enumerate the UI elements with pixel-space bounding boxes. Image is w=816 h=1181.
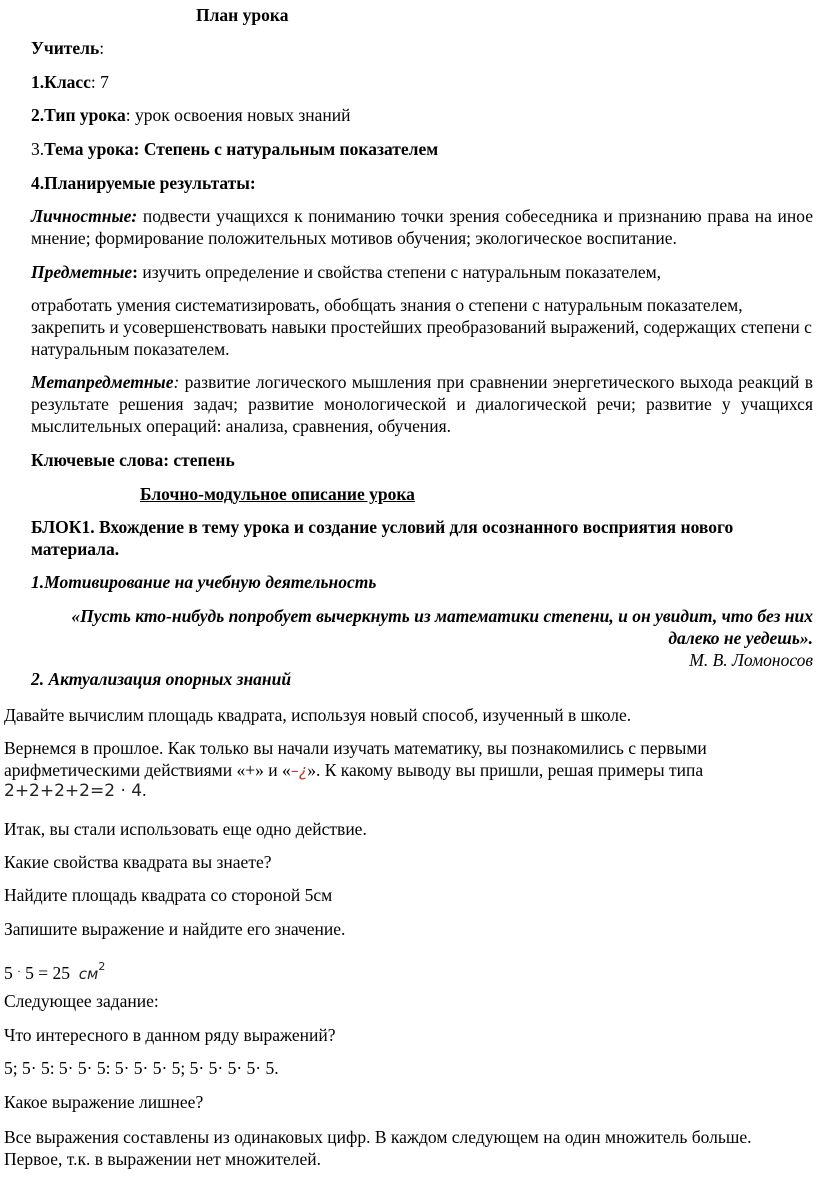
quote: «Пусть кто-нибудь попробует вычеркнуть из математики степени, и он увидит, что без них далеко не уедешь». [71, 606, 813, 648]
actualization-heading: 2. Актуализация опорных знаний [31, 669, 292, 689]
class-label: 1.Класс [31, 72, 91, 92]
topic-number: 3. [31, 139, 45, 159]
question-extra-expression: Какое выражение лишнее? [4, 1092, 204, 1112]
block1-heading: БЛОК1. Вхождение в тему урока и создание условий для осознанного восприятия нового материала. [31, 517, 734, 559]
subject-continuation: отработать умения систематизировать, обобщать знания о степени с натуральным показателем, закрепить и усовершенствовать навыки простейших преобразований выражений, содержащих степени с натуральным показателем. [31, 295, 812, 359]
minus-symbol: –¿ [290, 761, 308, 780]
keywords: Ключевые слова: степень [31, 450, 235, 470]
expression-series: 5; 5· 5: 5· 5· 5: 5· 5· 5· 5; 5· 5· 5· 5· 5. [4, 1058, 279, 1078]
eq-right: 5 = 25 [25, 963, 71, 983]
subject-text: изучить определение и свойства степени с натуральным показателем, [137, 262, 662, 282]
lesson-type-line [31, 104, 350, 126]
formula-addition: 2+2+2+2=2 · 4 [4, 781, 143, 801]
meta-results [31, 371, 813, 437]
paragraph-past-text-b: ». К какому выводу вы пришли, решая примеры типа [307, 760, 704, 780]
class-line [31, 71, 109, 93]
subject-label: Предметные [31, 262, 133, 282]
eq-unit: см [78, 965, 99, 983]
lesson-type-label: 2.Тип урока [31, 105, 126, 125]
meta-colon: : [173, 372, 180, 392]
paragraph-past-text-a: Вернемся в прошлое. Как только вы начали изучать математику, вы познакомились с первыми арифметическими действиями «+» и « [4, 738, 707, 780]
topic-text: Тема урока: Степень с натуральным показателем [44, 139, 439, 159]
results-heading: 4.Планируемые результаты: [31, 173, 256, 193]
quote-author: М. В. Ломоносов [689, 650, 813, 670]
eq-dot: · [17, 966, 21, 978]
answer-paragraph: Все выражения составлены из одинаковых цифр. В каждом следующем на один множитель больше. Первое, т.к. в выражении нет множителей. [4, 1127, 752, 1169]
motivation-heading: 1.Мотивирование на учебную деятельность [31, 572, 377, 592]
paragraph-new-action: Итак, вы стали использовать еще одно действие. [4, 819, 367, 839]
eq-left: 5 [4, 963, 13, 983]
personal-results [31, 205, 813, 249]
paragraph-past [4, 737, 813, 782]
task-square-area: Найдите площадь квадрата со стороной 5см [4, 885, 333, 905]
personal-label: Личностные: [31, 206, 138, 226]
topic-line [31, 138, 438, 160]
next-task-label: Следующее задание: [4, 991, 159, 1011]
subject-results [31, 261, 813, 283]
question-square-properties: Какие свойства квадрата вы знаете? [4, 852, 272, 872]
eq-exponent: 2 [98, 960, 106, 973]
formula-line [4, 779, 146, 802]
formula-period: . [142, 780, 147, 800]
teacher-label: Учитель [31, 38, 100, 58]
task-write-expression: Запишите выражение и найдите его значение. [4, 919, 346, 939]
class-value: : 7 [90, 72, 109, 92]
subject-colon: : [132, 262, 138, 282]
personal-text: подвести учащихся к пониманию точки зрения собеседника и признанию права на иное мнение; формирование положительных мотивов обучения; экологическое воспитание. [31, 206, 813, 248]
teacher-line [31, 37, 104, 59]
block-heading: Блочно-модульное описание урока [140, 484, 415, 504]
lesson-type-value: : урок освоения новых знаний [125, 105, 351, 125]
equation-line [4, 956, 105, 985]
meta-text: развитие логического мышления при сравнении энергетического выхода реакций в результате решения задач; развитие монологической и диалогической речи; развитие у учащихся мыслительных операций: анализа, сравнения, обучения. [31, 372, 813, 436]
meta-label: Метапредметные [31, 372, 174, 392]
question-series: Что интересного в данном ряду выражений? [4, 1025, 336, 1045]
page-title: План урока [196, 5, 289, 25]
paragraph-square-area: Давайте вычислим площадь квадрата, используя новый способ, изученный в школе. [4, 705, 632, 725]
teacher-value: : [99, 38, 105, 58]
